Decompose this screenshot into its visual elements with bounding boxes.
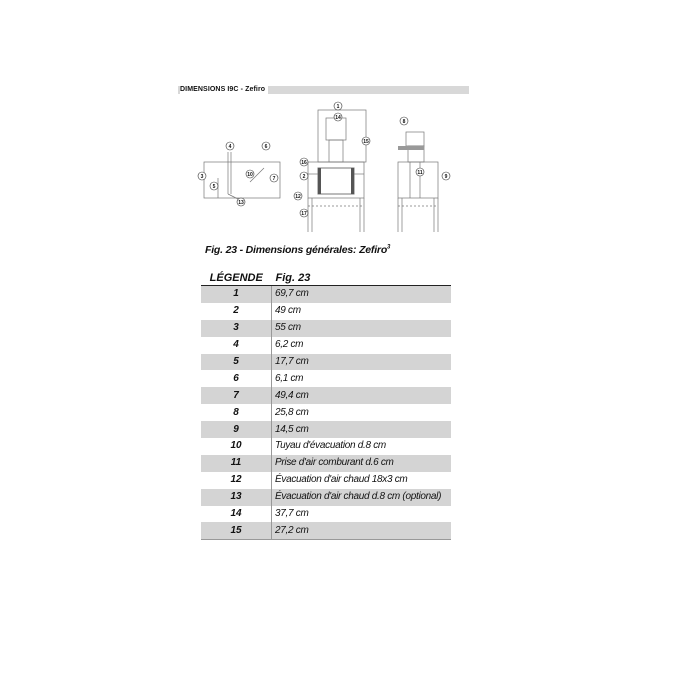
callout-10: 10 bbox=[247, 172, 253, 178]
table-row bbox=[201, 370, 451, 387]
table-row bbox=[201, 387, 451, 404]
row-number: 12 bbox=[201, 472, 272, 489]
callout-5: 5 bbox=[212, 184, 216, 190]
callout-16: 16 bbox=[301, 160, 307, 166]
technical-drawing bbox=[190, 100, 460, 235]
side-view-top bbox=[406, 132, 424, 146]
callout-14: 14 bbox=[335, 115, 341, 121]
figure-caption-sup: 3 bbox=[387, 244, 391, 251]
row-number: 8 bbox=[201, 404, 272, 421]
row-number: 15 bbox=[201, 522, 272, 539]
callout-13: 13 bbox=[238, 200, 244, 206]
row-number: 14 bbox=[201, 506, 272, 523]
table-row bbox=[201, 438, 451, 455]
row-number: 4 bbox=[201, 337, 272, 354]
callout-7: 7 bbox=[272, 176, 276, 182]
figure-caption bbox=[205, 244, 390, 256]
callout-1: 1 bbox=[336, 104, 340, 110]
callout-15: 15 bbox=[363, 139, 369, 145]
legend-header-row bbox=[201, 270, 451, 286]
row-value: 6,1 cm bbox=[275, 372, 304, 384]
callout-9: 9 bbox=[444, 174, 448, 180]
table-row bbox=[201, 522, 451, 539]
table-row bbox=[201, 320, 451, 337]
section-title: DIMENSIONS I9C - Zefiro bbox=[180, 86, 268, 94]
table-row bbox=[201, 489, 451, 506]
callout-17: 17 bbox=[301, 211, 307, 217]
table-row bbox=[201, 404, 451, 421]
row-number: 11 bbox=[201, 455, 272, 472]
row-number: 5 bbox=[201, 354, 272, 371]
row-value: 25,8 cm bbox=[275, 406, 309, 418]
row-number: 3 bbox=[201, 320, 272, 337]
table-row bbox=[201, 337, 451, 354]
row-number: 7 bbox=[201, 387, 272, 404]
row-value: 27,2 cm bbox=[272, 522, 452, 539]
callout-4: 4 bbox=[228, 144, 232, 150]
row-number: 10 bbox=[201, 438, 272, 455]
callout-11: 11 bbox=[417, 170, 423, 176]
row-value: 69,7 cm bbox=[272, 286, 452, 303]
table-row bbox=[201, 472, 451, 489]
callout-12: 12 bbox=[295, 194, 301, 200]
front-view-body bbox=[308, 162, 364, 198]
row-number: 9 bbox=[201, 421, 272, 438]
legend-table bbox=[201, 270, 451, 540]
row-number: 6 bbox=[201, 370, 272, 387]
row-number: 13 bbox=[201, 489, 272, 506]
row-number: 2 bbox=[201, 303, 272, 320]
row-value: 49 cm bbox=[275, 305, 301, 317]
stove-dimension-diagram bbox=[190, 100, 460, 235]
top-view-outline bbox=[204, 162, 280, 198]
table-row bbox=[201, 303, 451, 320]
table-row bbox=[201, 455, 451, 472]
legend-col-fig: Fig. 23 bbox=[272, 270, 452, 286]
callout-3: 3 bbox=[200, 174, 204, 180]
table-row bbox=[201, 286, 451, 303]
table-row bbox=[201, 506, 451, 523]
row-value: 17,7 cm bbox=[272, 354, 452, 371]
row-number: 1 bbox=[201, 286, 272, 303]
row-value: 55 cm bbox=[272, 320, 452, 337]
table-row bbox=[201, 421, 451, 438]
figure-caption-text: Fig. 23 - Dimensions générales: Zefiro bbox=[205, 244, 388, 256]
callout-2: 2 bbox=[302, 174, 306, 180]
row-value: Évacuation d'air chaud d.8 cm (optional) bbox=[272, 489, 452, 506]
row-value: Prise d'air comburant d.6 cm bbox=[272, 455, 452, 472]
row-value: 49,4 cm bbox=[272, 387, 452, 404]
callout-8: 8 bbox=[402, 119, 406, 125]
row-value: Tuyau d'évacuation d.8 cm bbox=[275, 440, 386, 452]
table-row bbox=[201, 354, 451, 371]
side-view-body bbox=[398, 162, 438, 198]
callout-6: 6 bbox=[264, 144, 268, 150]
row-value: 37,7 cm bbox=[275, 508, 309, 520]
row-value: 14,5 cm bbox=[272, 421, 452, 438]
legend-col-key: LÉGENDE bbox=[201, 270, 272, 286]
row-value: 6,2 cm bbox=[275, 339, 304, 351]
row-value: Évacuation d'air chaud 18x3 cm bbox=[275, 474, 408, 486]
